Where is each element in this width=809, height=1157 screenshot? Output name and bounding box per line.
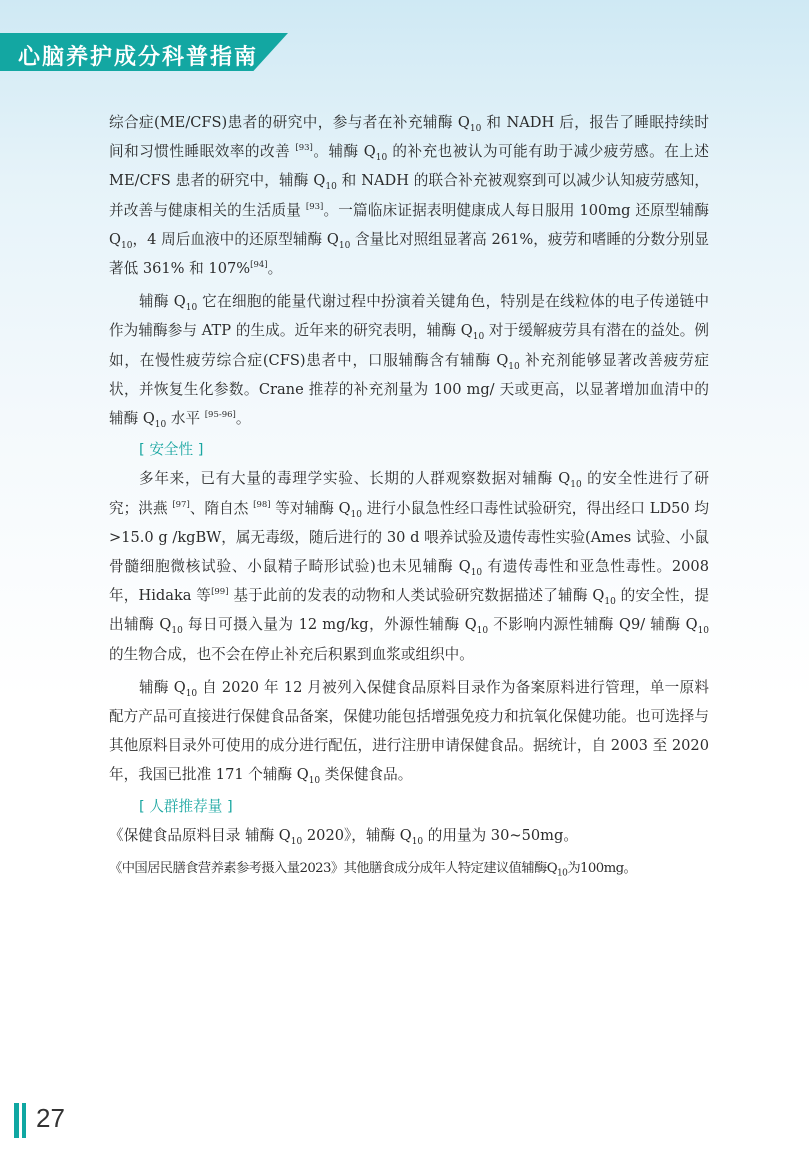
citation: [93] [305,201,324,212]
section-heading-recommended-intake: [ 人群推荐量 ] [139,797,233,815]
citation: [95-96] [204,410,236,421]
page-header-title: 心脑养护成分科普指南 [18,45,259,70]
paragraph-1: 综合症(ME/CFS)患者的研究中，参与者在补充辅酶 $Q_{10}$ 和 NADH 后，报告了睡眠持续时间和习惯性睡眠效率的改善 [93]。辅酶 $Q_{10}$ 的补充也被认为可能有助于减少疲劳感。在上述 ME/CFS 患者的研究中，辅酶 $Q_{10}$ 和 NADH 的联合补充被观察到可以减少认知疲劳感知，并改善与健康相关的生活质量 [93]。一篇临床证据表明健康成人每日服用 100mg 还原型辅酶 $Q_{10}$，4 周后血液中的还原型辅酶 $Q_{10}$ 含量比对照组显著高 261%，疲劳和嗜睡的分数分别显著低 361% 和 107%[94]。 [109,114,710,278]
citation: [98] [253,499,271,510]
footer-accent-bar [22,1103,26,1138]
section-heading-safety: [ 安全性 ] [139,441,204,459]
paragraph-2: 辅酶 $Q_{10}$ 它在细胞的能量代谢过程中扮演着关键角色，特别是在线粒体的电子传递链中作为辅酶参与 ATP 的生成。近年来的研究表明，辅酶 $Q_{10}$ 对于缓解疲劳具有潜在的益处。例如，在慢性疲劳综合症(CFS)患者中，口服辅酶含有辅酶 $Q_{10}$ 补充剂能够显著改善疲劳症状，并恢复生化参数。Crane 推荐的补充剂量为 100 mg/ 天或更高，以显著增加血清中的辅酶 $Q_{10}$ 水平 [95-96]。 [109,293,710,430]
paragraph-4: 辅酶 $Q_{10}$ 自 2020 年 12 月被列入保健食品原料目录作为备案原料进行管理，单一原料配方产品可直接进行保健食品备案，保健功能包括增强免疫力和抗氧化保健功能。也可选择与其他原料目录外可使用的成分进行配伍，进行注册申请保健食品。据统计，自 2003 至 2020 年，我国已批准 171 个辅酶 $Q_{10}$ 类保健食品。 [109,678,709,787]
main-content [109,108,709,883]
citation: [94] [250,260,268,271]
footer-accent-bar [14,1103,19,1138]
paragraph-5: 《保健食品原料目录 辅酶 $Q_{10}$ 2020》，辅酶 $Q_{10}$ 的用量为 30~50mg。 [109,826,578,847]
page-number: 27 [36,1103,65,1133]
paragraph-6: 《中国居民膳食营养素参考摄入量2023》其他膳食成分成年人特定建议值辅酶$Q_{10}$为100mg。 [109,861,637,879]
citation: [97] [172,499,190,510]
citation: [99] [211,587,229,598]
citation: [93] [295,143,313,154]
paragraph-3: 多年来，已有大量的毒理学实验、长期的人群观察数据对辅酶 $Q_{10}$ 的安全性进行了研究；洪燕 [97]、隋自杰 [98] 等对辅酶 $Q_{10}$ 进行小鼠急性经口毒性试验研究，得出经口 LD50 均 >15.0 g /kgBW，属无毒级，随后进行的 30 d 喂养试验及遗传毒性实验(Ames 试验、小鼠骨髓细胞微核试验、小鼠精子畸形试验)也未见辅酶 $Q_{10}$ 有遗传毒性和亚急性毒性。2008 年，Hidaka 等[99] 基于此前的发表的动物和人类试验研究数据描述了辅酶 $Q_{10}$ 的安全性，提出辅酶 $Q_{10}$ 每日可摄入量为 12 mg/kg，外源性辅酶 $Q_{10}$ 不影响内源性辅酶 Q9/ 辅酶 $Q_{10}$ 的生物合成，也不会在停止补充后积累到血浆或组织中。 [109,470,710,663]
